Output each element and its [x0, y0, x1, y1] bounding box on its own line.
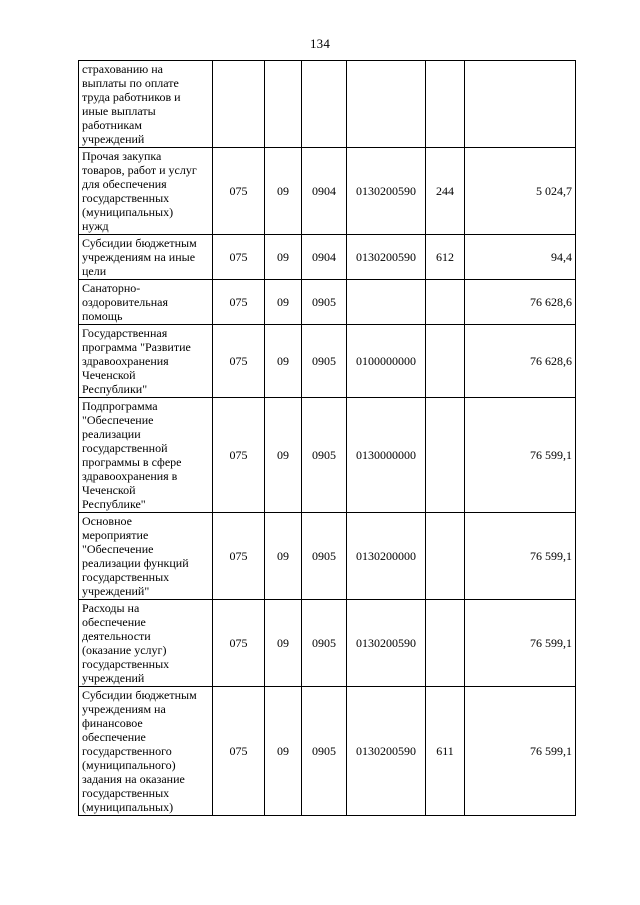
target-article-cell: 0130200590 [347, 148, 426, 235]
subsection-code-cell: 0905 [302, 513, 347, 600]
row-name-cell: Государственная программа "Развитие здравоохранения Чеченской Республики" [79, 325, 213, 398]
section-code-cell: 09 [265, 325, 302, 398]
row-name-cell: Прочая закупка товаров, работ и услуг для обеспечения государственных (муниципальных) нужд [79, 148, 213, 235]
target-article-cell [347, 61, 426, 148]
row-name-cell: Санаторно- оздоровительная помощь [79, 280, 213, 325]
budget-table [78, 60, 576, 816]
amount-cell: 94,4 [465, 235, 576, 280]
row-name-cell: Подпрограмма "Обеспечение реализации государственной программы в сфере здравоохранения в Чеченской Республике" [79, 398, 213, 513]
subsection-code-cell: 0905 [302, 687, 347, 816]
section-code-cell: 09 [265, 398, 302, 513]
table-row [79, 235, 576, 280]
subsection-code-cell: 0905 [302, 600, 347, 687]
target-article-cell: 0130200590 [347, 235, 426, 280]
table-row [79, 398, 576, 513]
ministry-code-cell: 075 [213, 398, 265, 513]
table-row [79, 280, 576, 325]
ministry-code-cell: 075 [213, 235, 265, 280]
page-number: 134 [309, 36, 331, 51]
expense-type-cell [426, 61, 465, 148]
subsection-code-cell: 0905 [302, 398, 347, 513]
amount-cell: 76 599,1 [465, 600, 576, 687]
section-code-cell: 09 [265, 600, 302, 687]
row-name-cell: страхованию на выплаты по оплате труда работников и иные выплаты работникам учреждений [79, 61, 213, 148]
row-name-cell: Расходы на обеспечение деятельности (оказание услуг) государственных учреждений [79, 600, 213, 687]
table-row [79, 61, 576, 148]
section-code-cell: 09 [265, 280, 302, 325]
table-row [79, 513, 576, 600]
amount-cell: 5 024,7 [465, 148, 576, 235]
section-code-cell [265, 61, 302, 148]
expense-type-cell [426, 398, 465, 513]
amount-cell: 76 599,1 [465, 398, 576, 513]
amount-cell: 76 628,6 [465, 325, 576, 398]
expense-type-cell [426, 600, 465, 687]
subsection-code-cell [302, 61, 347, 148]
subsection-code-cell: 0904 [302, 148, 347, 235]
row-name-cell: Субсидии бюджетным учреждениям на финансовое обеспечение государственного (муниципального) задания на оказание государственных (муниципальных) [79, 687, 213, 816]
target-article-cell: 0130000000 [347, 398, 426, 513]
expense-type-cell: 244 [426, 148, 465, 235]
table-row [79, 325, 576, 398]
expense-type-cell: 611 [426, 687, 465, 816]
table-row [79, 148, 576, 235]
ministry-code-cell: 075 [213, 600, 265, 687]
section-code-cell: 09 [265, 513, 302, 600]
section-code-cell: 09 [265, 235, 302, 280]
target-article-cell: 0130200590 [347, 687, 426, 816]
target-article-cell: 0130200590 [347, 600, 426, 687]
ministry-code-cell: 075 [213, 325, 265, 398]
amount-cell: 76 628,6 [465, 280, 576, 325]
subsection-code-cell: 0905 [302, 280, 347, 325]
amount-cell: 76 599,1 [465, 687, 576, 816]
amount-cell [465, 61, 576, 148]
table-row [79, 687, 576, 816]
ministry-code-cell: 075 [213, 148, 265, 235]
ministry-code-cell: 075 [213, 513, 265, 600]
expense-type-cell: 612 [426, 235, 465, 280]
ministry-code-cell: 075 [213, 280, 265, 325]
target-article-cell: 0130200000 [347, 513, 426, 600]
expense-type-cell [426, 280, 465, 325]
subsection-code-cell: 0904 [302, 235, 347, 280]
amount-cell: 76 599,1 [465, 513, 576, 600]
target-article-cell [347, 280, 426, 325]
ministry-code-cell [213, 61, 265, 148]
expense-type-cell [426, 513, 465, 600]
section-code-cell: 09 [265, 148, 302, 235]
section-code-cell: 09 [265, 687, 302, 816]
subsection-code-cell: 0905 [302, 325, 347, 398]
table-row [79, 600, 576, 687]
target-article-cell: 0100000000 [347, 325, 426, 398]
row-name-cell: Субсидии бюджетным учреждениям на иные цели [79, 235, 213, 280]
row-name-cell: Основное мероприятие "Обеспечение реализации функций государственных учреждений" [79, 513, 213, 600]
expense-type-cell [426, 325, 465, 398]
ministry-code-cell: 075 [213, 687, 265, 816]
